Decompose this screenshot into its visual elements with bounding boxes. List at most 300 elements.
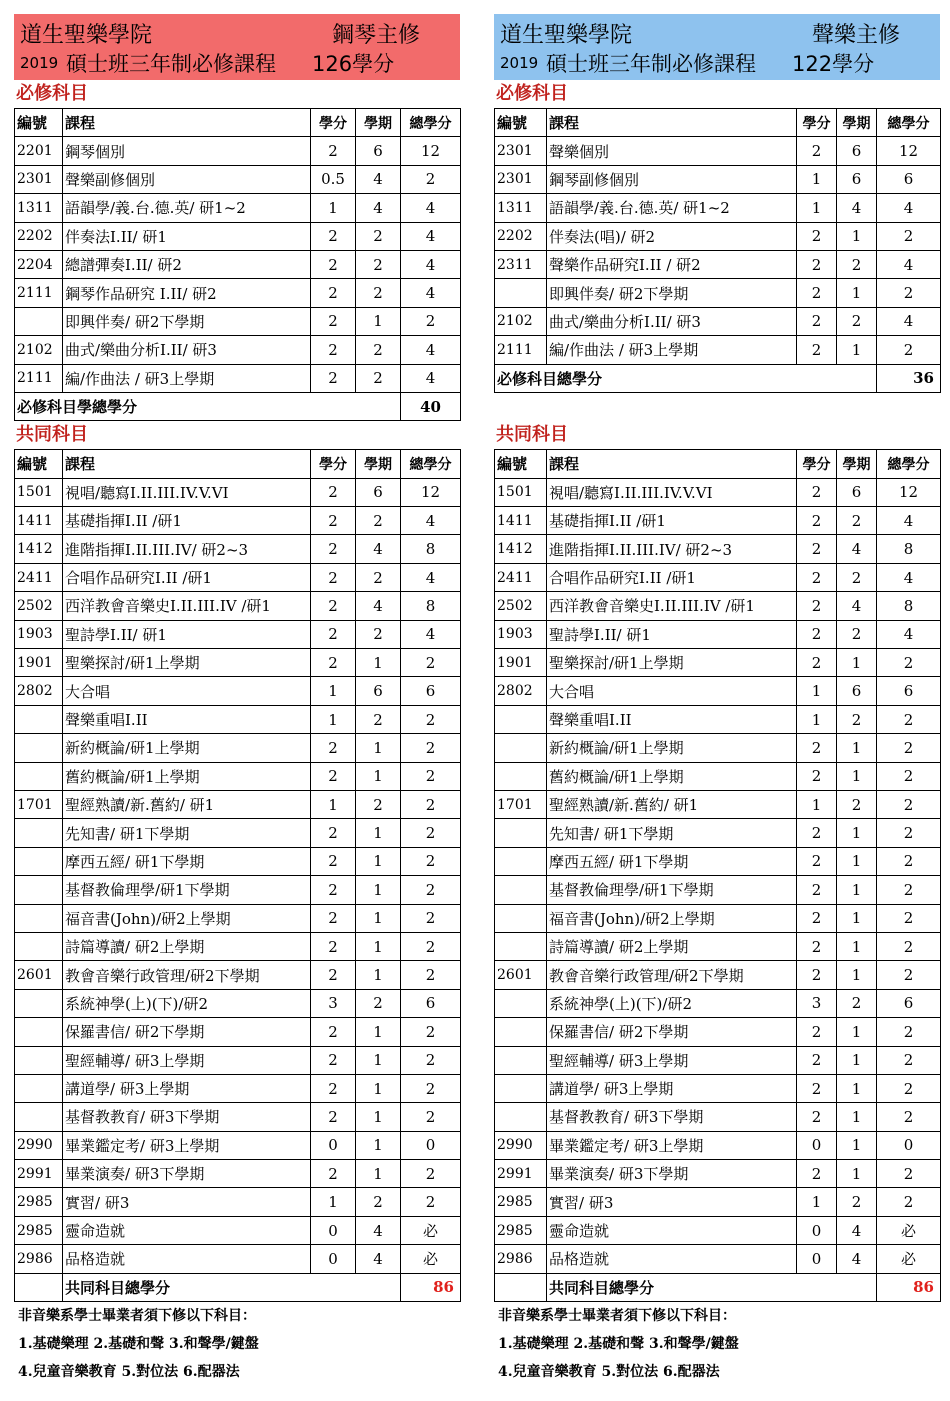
course-credits: 2 — [797, 847, 837, 875]
table-row — [495, 250, 941, 278]
table-row — [15, 1046, 461, 1074]
header-code: 編號 — [15, 450, 63, 478]
course-code — [15, 876, 63, 904]
course-total-credits: 8 — [401, 535, 461, 563]
course-code — [15, 762, 63, 790]
course-code — [495, 762, 547, 790]
header-course: 課程 — [547, 450, 797, 478]
course-name: 先知書/ 研1下學期 — [547, 819, 797, 847]
table-row — [495, 279, 941, 307]
required-section-title: 必修科目 — [16, 83, 88, 104]
course-name: 聖詩學I.II/ 研1 — [547, 620, 797, 648]
course-code — [15, 734, 63, 762]
table-row — [15, 478, 461, 506]
course-code: 2986 — [495, 1245, 547, 1273]
header-code: 編號 — [495, 109, 547, 137]
course-total-credits: 必 — [877, 1216, 941, 1244]
course-code: 2802 — [15, 677, 63, 705]
required-rows — [495, 137, 941, 364]
course-semesters: 1 — [837, 222, 877, 250]
course-name: 福音書(John)/研2上學期 — [63, 904, 311, 932]
course-credits: 2 — [797, 279, 837, 307]
course-total-credits: 12 — [401, 137, 461, 165]
course-semesters: 2 — [356, 279, 401, 307]
course-total-credits: 2 — [877, 734, 941, 762]
header-course: 課程 — [547, 109, 797, 137]
piano-curriculum — [14, 14, 460, 1386]
course-code — [15, 1046, 63, 1074]
course-total-credits: 2 — [877, 961, 941, 989]
course-name: 鋼琴作品研究 I.II/ 研2 — [63, 279, 311, 307]
course-code — [495, 819, 547, 847]
course-code: 2985 — [495, 1188, 547, 1216]
header-total: 總學分 — [401, 109, 461, 137]
course-credits: 2 — [311, 961, 356, 989]
course-credits: 2 — [797, 961, 837, 989]
course-total-credits: 0 — [877, 1131, 941, 1159]
course-name: 舊約概論/研1上學期 — [547, 762, 797, 790]
course-credits: 2 — [797, 1018, 837, 1046]
course-credits: 2 — [797, 876, 837, 904]
course-total-credits: 2 — [401, 790, 461, 818]
course-credits: 2 — [311, 1018, 356, 1046]
table-row — [15, 563, 461, 591]
empty-cell — [15, 1273, 63, 1301]
course-semesters: 1 — [837, 279, 877, 307]
course-name: 鋼琴副修個別 — [547, 165, 797, 193]
table-row — [495, 1245, 941, 1273]
course-credits: 2 — [311, 1103, 356, 1131]
course-total-credits: 4 — [401, 194, 461, 222]
course-name: 西洋教會音樂史I.II.III.IV /研1 — [547, 592, 797, 620]
course-code: 1411 — [495, 507, 547, 535]
course-credits: 1 — [311, 705, 356, 733]
course-total-credits: 2 — [401, 932, 461, 960]
table-row — [495, 819, 941, 847]
course-credits: 1 — [797, 165, 837, 193]
course-credits: 2 — [311, 734, 356, 762]
table-row — [15, 535, 461, 563]
course-total-credits: 4 — [877, 563, 941, 591]
course-name: 先知書/ 研1下學期 — [63, 819, 311, 847]
course-code: 2201 — [15, 137, 63, 165]
course-semesters: 6 — [837, 478, 877, 506]
course-credits: 2 — [797, 336, 837, 364]
course-total-credits: 2 — [877, 1103, 941, 1131]
course-code: 1901 — [15, 649, 63, 677]
course-total-credits: 2 — [401, 307, 461, 335]
course-total-credits: 8 — [401, 592, 461, 620]
course-semesters: 4 — [356, 1216, 401, 1244]
course-total-credits: 必 — [877, 1245, 941, 1273]
year: 2019 — [500, 54, 539, 72]
prerequisite-note-title: 非音樂系學士畢業者須下修以下科目： — [18, 1308, 256, 1325]
course-credits: 2 — [311, 507, 356, 535]
course-name: 舊約概論/研1上學期 — [63, 762, 311, 790]
course-total-credits: 2 — [877, 1188, 941, 1216]
course-semesters: 2 — [356, 1188, 401, 1216]
table-row — [495, 563, 941, 591]
course-name: 合唱作品研究I.II /研1 — [63, 563, 311, 591]
course-code — [15, 1103, 63, 1131]
course-semesters: 2 — [837, 989, 877, 1017]
table-row — [15, 1103, 461, 1131]
course-total-credits: 4 — [877, 194, 941, 222]
program-title: 碩士班三年制必修課程 — [546, 52, 756, 76]
table-row — [495, 1188, 941, 1216]
voice-curriculum — [494, 14, 940, 1386]
course-name: 摩西五經/ 研1下學期 — [63, 847, 311, 875]
course-credits: 0 — [311, 1245, 356, 1273]
table-header-row — [495, 450, 941, 478]
course-semesters: 1 — [356, 1160, 401, 1188]
course-code: 2411 — [495, 563, 547, 591]
course-code: 2991 — [495, 1160, 547, 1188]
table-row — [15, 904, 461, 932]
table-row — [495, 762, 941, 790]
required-total-row — [495, 364, 941, 392]
header-credits: 學分 — [311, 450, 356, 478]
course-semesters: 4 — [356, 592, 401, 620]
header-semesters: 學期 — [356, 109, 401, 137]
table-row — [495, 1046, 941, 1074]
course-total-credits: 12 — [401, 478, 461, 506]
course-name: 語韻學/義.台.德.英/ 研1~2 — [547, 194, 797, 222]
course-name: 教會音樂行政管理/研2下學期 — [63, 961, 311, 989]
course-name: 即興伴奏/ 研2下學期 — [63, 307, 311, 335]
course-semesters: 1 — [356, 307, 401, 335]
course-credits: 2 — [311, 847, 356, 875]
total-credits: 122學分 — [792, 52, 875, 76]
table-row — [495, 677, 941, 705]
course-name: 保羅書信/ 研2下學期 — [547, 1018, 797, 1046]
course-semesters: 1 — [837, 1046, 877, 1074]
course-code: 2990 — [15, 1131, 63, 1159]
course-code: 1501 — [495, 478, 547, 506]
course-credits: 2 — [797, 478, 837, 506]
course-credits: 2 — [311, 932, 356, 960]
course-credits: 2 — [311, 250, 356, 278]
course-total-credits: 2 — [401, 762, 461, 790]
course-semesters: 1 — [356, 819, 401, 847]
table-row — [495, 507, 941, 535]
header-semesters: 學期 — [356, 450, 401, 478]
course-code — [495, 904, 547, 932]
course-semesters: 1 — [837, 649, 877, 677]
course-total-credits: 2 — [401, 1018, 461, 1046]
course-name: 聖樂探討/研1上學期 — [63, 649, 311, 677]
course-semesters: 1 — [356, 847, 401, 875]
course-semesters: 1 — [356, 876, 401, 904]
course-semesters: 2 — [356, 620, 401, 648]
major-name: 聲樂主修 — [811, 23, 900, 48]
table-row — [15, 137, 461, 165]
course-code — [495, 1074, 547, 1102]
header-total: 總學分 — [877, 450, 941, 478]
course-semesters: 6 — [837, 137, 877, 165]
course-semesters: 1 — [356, 734, 401, 762]
course-name: 聖經輔導/ 研3上學期 — [63, 1046, 311, 1074]
course-total-credits: 2 — [877, 222, 941, 250]
course-semesters: 2 — [356, 222, 401, 250]
course-name: 進階指揮I.II.III.IV/ 研2~3 — [63, 535, 311, 563]
course-semesters: 1 — [837, 847, 877, 875]
course-semesters: 2 — [837, 563, 877, 591]
table-row — [15, 620, 461, 648]
table-row — [15, 592, 461, 620]
course-total-credits: 2 — [401, 1074, 461, 1102]
course-name: 總譜彈奏I.II/ 研2 — [63, 250, 311, 278]
course-semesters: 1 — [356, 1018, 401, 1046]
course-credits: 2 — [311, 307, 356, 335]
course-total-credits: 12 — [877, 137, 941, 165]
course-total-credits: 4 — [401, 620, 461, 648]
voice-header-banner — [494, 14, 940, 80]
course-code: 2802 — [495, 677, 547, 705]
course-code: 2202 — [495, 222, 547, 250]
course-credits: 1 — [311, 194, 356, 222]
course-credits: 2 — [797, 1046, 837, 1074]
course-code — [495, 1103, 547, 1131]
table-row — [15, 1131, 461, 1159]
required-courses-table — [494, 108, 941, 393]
course-name: 基督教倫理學/研1下學期 — [63, 876, 311, 904]
course-semesters: 1 — [356, 1074, 401, 1102]
course-name: 聲樂副修個別 — [63, 165, 311, 193]
course-name: 編/作曲法 / 研3上學期 — [63, 364, 311, 392]
course-total-credits: 2 — [401, 705, 461, 733]
course-code — [495, 847, 547, 875]
course-credits: 0 — [311, 1216, 356, 1244]
course-credits: 1 — [797, 1188, 837, 1216]
course-semesters: 2 — [356, 989, 401, 1017]
course-name: 聖樂探討/研1上學期 — [547, 649, 797, 677]
course-code: 2301 — [495, 137, 547, 165]
course-semesters: 2 — [356, 705, 401, 733]
course-semesters: 2 — [356, 563, 401, 591]
required-total-label: 必修科目學總學分 — [15, 392, 401, 420]
course-total-credits: 6 — [401, 677, 461, 705]
course-semesters: 2 — [356, 364, 401, 392]
course-code — [15, 307, 63, 335]
course-semesters: 4 — [356, 1245, 401, 1273]
course-code: 1701 — [495, 790, 547, 818]
course-semesters: 1 — [837, 336, 877, 364]
course-code: 1901 — [495, 649, 547, 677]
course-total-credits: 8 — [877, 592, 941, 620]
common-rows — [495, 478, 941, 1273]
course-total-credits: 必 — [401, 1245, 461, 1273]
course-name: 新約概論/研1上學期 — [547, 734, 797, 762]
course-code: 2990 — [495, 1131, 547, 1159]
table-row — [495, 222, 941, 250]
course-name: 基礎指揮I.II /研1 — [63, 507, 311, 535]
table-row — [15, 194, 461, 222]
course-credits: 1 — [311, 1188, 356, 1216]
header-total: 總學分 — [401, 450, 461, 478]
course-name: 聲樂重唱I.II — [547, 705, 797, 733]
course-total-credits: 4 — [401, 507, 461, 535]
course-credits: 2 — [797, 649, 837, 677]
course-total-credits: 2 — [401, 819, 461, 847]
course-credits: 2 — [311, 819, 356, 847]
course-semesters: 4 — [356, 165, 401, 193]
table-row — [495, 535, 941, 563]
header-credits: 學分 — [797, 109, 837, 137]
course-total-credits: 2 — [877, 1018, 941, 1046]
course-total-credits: 2 — [877, 336, 941, 364]
course-credits: 2 — [797, 592, 837, 620]
course-code — [495, 734, 547, 762]
course-total-credits: 2 — [401, 649, 461, 677]
course-credits: 1 — [797, 194, 837, 222]
course-credits: 2 — [311, 279, 356, 307]
table-row — [495, 137, 941, 165]
table-header-row — [15, 450, 461, 478]
course-code: 2502 — [15, 592, 63, 620]
course-total-credits: 2 — [877, 790, 941, 818]
course-code: 1311 — [15, 194, 63, 222]
table-row — [495, 847, 941, 875]
header-credits: 學分 — [797, 450, 837, 478]
course-total-credits: 4 — [401, 336, 461, 364]
course-code: 1903 — [15, 620, 63, 648]
course-credits: 0 — [797, 1216, 837, 1244]
course-credits: 2 — [311, 535, 356, 563]
common-section-title: 共同科目 — [16, 424, 88, 446]
course-credits: 2 — [311, 649, 356, 677]
course-name: 詩篇導讀/ 研2上學期 — [63, 932, 311, 960]
table-row — [15, 989, 461, 1017]
course-total-credits: 2 — [877, 932, 941, 960]
course-code: 2111 — [15, 279, 63, 307]
course-semesters: 1 — [356, 649, 401, 677]
course-name: 進階指揮I.II.III.IV/ 研2~3 — [547, 535, 797, 563]
empty-cell — [495, 1273, 547, 1301]
course-semesters: 4 — [837, 194, 877, 222]
course-name: 伴奏法I.II/ 研1 — [63, 222, 311, 250]
course-semesters: 6 — [356, 677, 401, 705]
course-code: 2102 — [495, 307, 547, 335]
table-row — [15, 279, 461, 307]
table-row — [15, 1018, 461, 1046]
course-total-credits: 6 — [877, 677, 941, 705]
course-total-credits: 2 — [401, 734, 461, 762]
course-name: 語韻學/義.台.德.英/ 研1~2 — [63, 194, 311, 222]
course-name: 曲式/樂曲分析I.II/ 研3 — [63, 336, 311, 364]
course-name: 鋼琴個別 — [63, 137, 311, 165]
header-course: 課程 — [63, 109, 311, 137]
course-semesters: 2 — [837, 790, 877, 818]
prerequisite-note-line: 4.兒童音樂教育 5.對位法 6.配器法 — [498, 1364, 720, 1381]
course-credits: 2 — [797, 507, 837, 535]
course-semesters: 1 — [837, 1131, 877, 1159]
table-row — [495, 989, 941, 1017]
program-title: 碩士班三年制必修課程 — [66, 52, 276, 76]
required-total-label: 必修科目總學分 — [495, 364, 877, 392]
table-row — [15, 932, 461, 960]
course-semesters: 4 — [837, 535, 877, 563]
course-semesters: 2 — [356, 790, 401, 818]
table-row — [15, 819, 461, 847]
course-semesters: 2 — [837, 307, 877, 335]
course-code: 1903 — [495, 620, 547, 648]
course-code: 2202 — [15, 222, 63, 250]
course-semesters: 2 — [356, 336, 401, 364]
table-row — [15, 222, 461, 250]
course-name: 系統神學(上)(下)/研2 — [63, 989, 311, 1017]
course-code: 2411 — [15, 563, 63, 591]
course-semesters: 4 — [356, 194, 401, 222]
course-credits: 2 — [311, 876, 356, 904]
course-name: 大合唱 — [63, 677, 311, 705]
course-semesters: 1 — [356, 904, 401, 932]
course-semesters: 4 — [837, 1216, 877, 1244]
required-total-value: 36 — [877, 364, 941, 392]
course-total-credits: 2 — [401, 961, 461, 989]
course-name: 保羅書信/ 研2下學期 — [63, 1018, 311, 1046]
table-row — [15, 364, 461, 392]
course-name: 聖詩學I.II/ 研1 — [63, 620, 311, 648]
course-name: 聖經熟讀/新.舊約/ 研1 — [547, 790, 797, 818]
course-name: 實習/ 研3 — [547, 1188, 797, 1216]
table-row — [495, 790, 941, 818]
course-semesters: 4 — [837, 1245, 877, 1273]
table-row — [15, 876, 461, 904]
course-name: 聖經輔導/ 研3上學期 — [547, 1046, 797, 1074]
course-credits: 2 — [797, 819, 837, 847]
course-credits: 2 — [797, 137, 837, 165]
piano-header-banner — [14, 14, 460, 80]
course-credits: 3 — [797, 989, 837, 1017]
course-semesters: 4 — [837, 592, 877, 620]
course-semesters: 1 — [837, 1160, 877, 1188]
course-total-credits: 2 — [401, 904, 461, 932]
required-courses-table — [14, 108, 461, 421]
course-name: 新約概論/研1上學期 — [63, 734, 311, 762]
course-semesters: 1 — [356, 1046, 401, 1074]
course-total-credits: 4 — [877, 620, 941, 648]
table-row — [15, 790, 461, 818]
header-course: 課程 — [63, 450, 311, 478]
course-total-credits: 2 — [877, 1074, 941, 1102]
course-code — [495, 1046, 547, 1074]
course-total-credits: 4 — [401, 279, 461, 307]
course-name: 福音書(John)/研2上學期 — [547, 904, 797, 932]
course-total-credits: 2 — [877, 904, 941, 932]
course-name: 系統神學(上)(下)/研2 — [547, 989, 797, 1017]
table-row — [15, 1074, 461, 1102]
course-semesters: 2 — [837, 1188, 877, 1216]
table-row — [495, 961, 941, 989]
course-credits: 2 — [797, 563, 837, 591]
school-name: 道生聖樂學院 — [500, 23, 633, 48]
course-total-credits: 2 — [401, 1046, 461, 1074]
table-row — [495, 705, 941, 733]
table-row — [15, 705, 461, 733]
table-row — [15, 762, 461, 790]
course-credits: 0.5 — [311, 165, 356, 193]
table-row — [495, 734, 941, 762]
course-credits: 2 — [797, 250, 837, 278]
table-row — [15, 847, 461, 875]
course-credits: 2 — [797, 222, 837, 250]
table-row — [15, 250, 461, 278]
course-total-credits: 4 — [401, 563, 461, 591]
course-semesters: 1 — [356, 1103, 401, 1131]
course-credits: 1 — [311, 677, 356, 705]
course-credits: 2 — [311, 762, 356, 790]
